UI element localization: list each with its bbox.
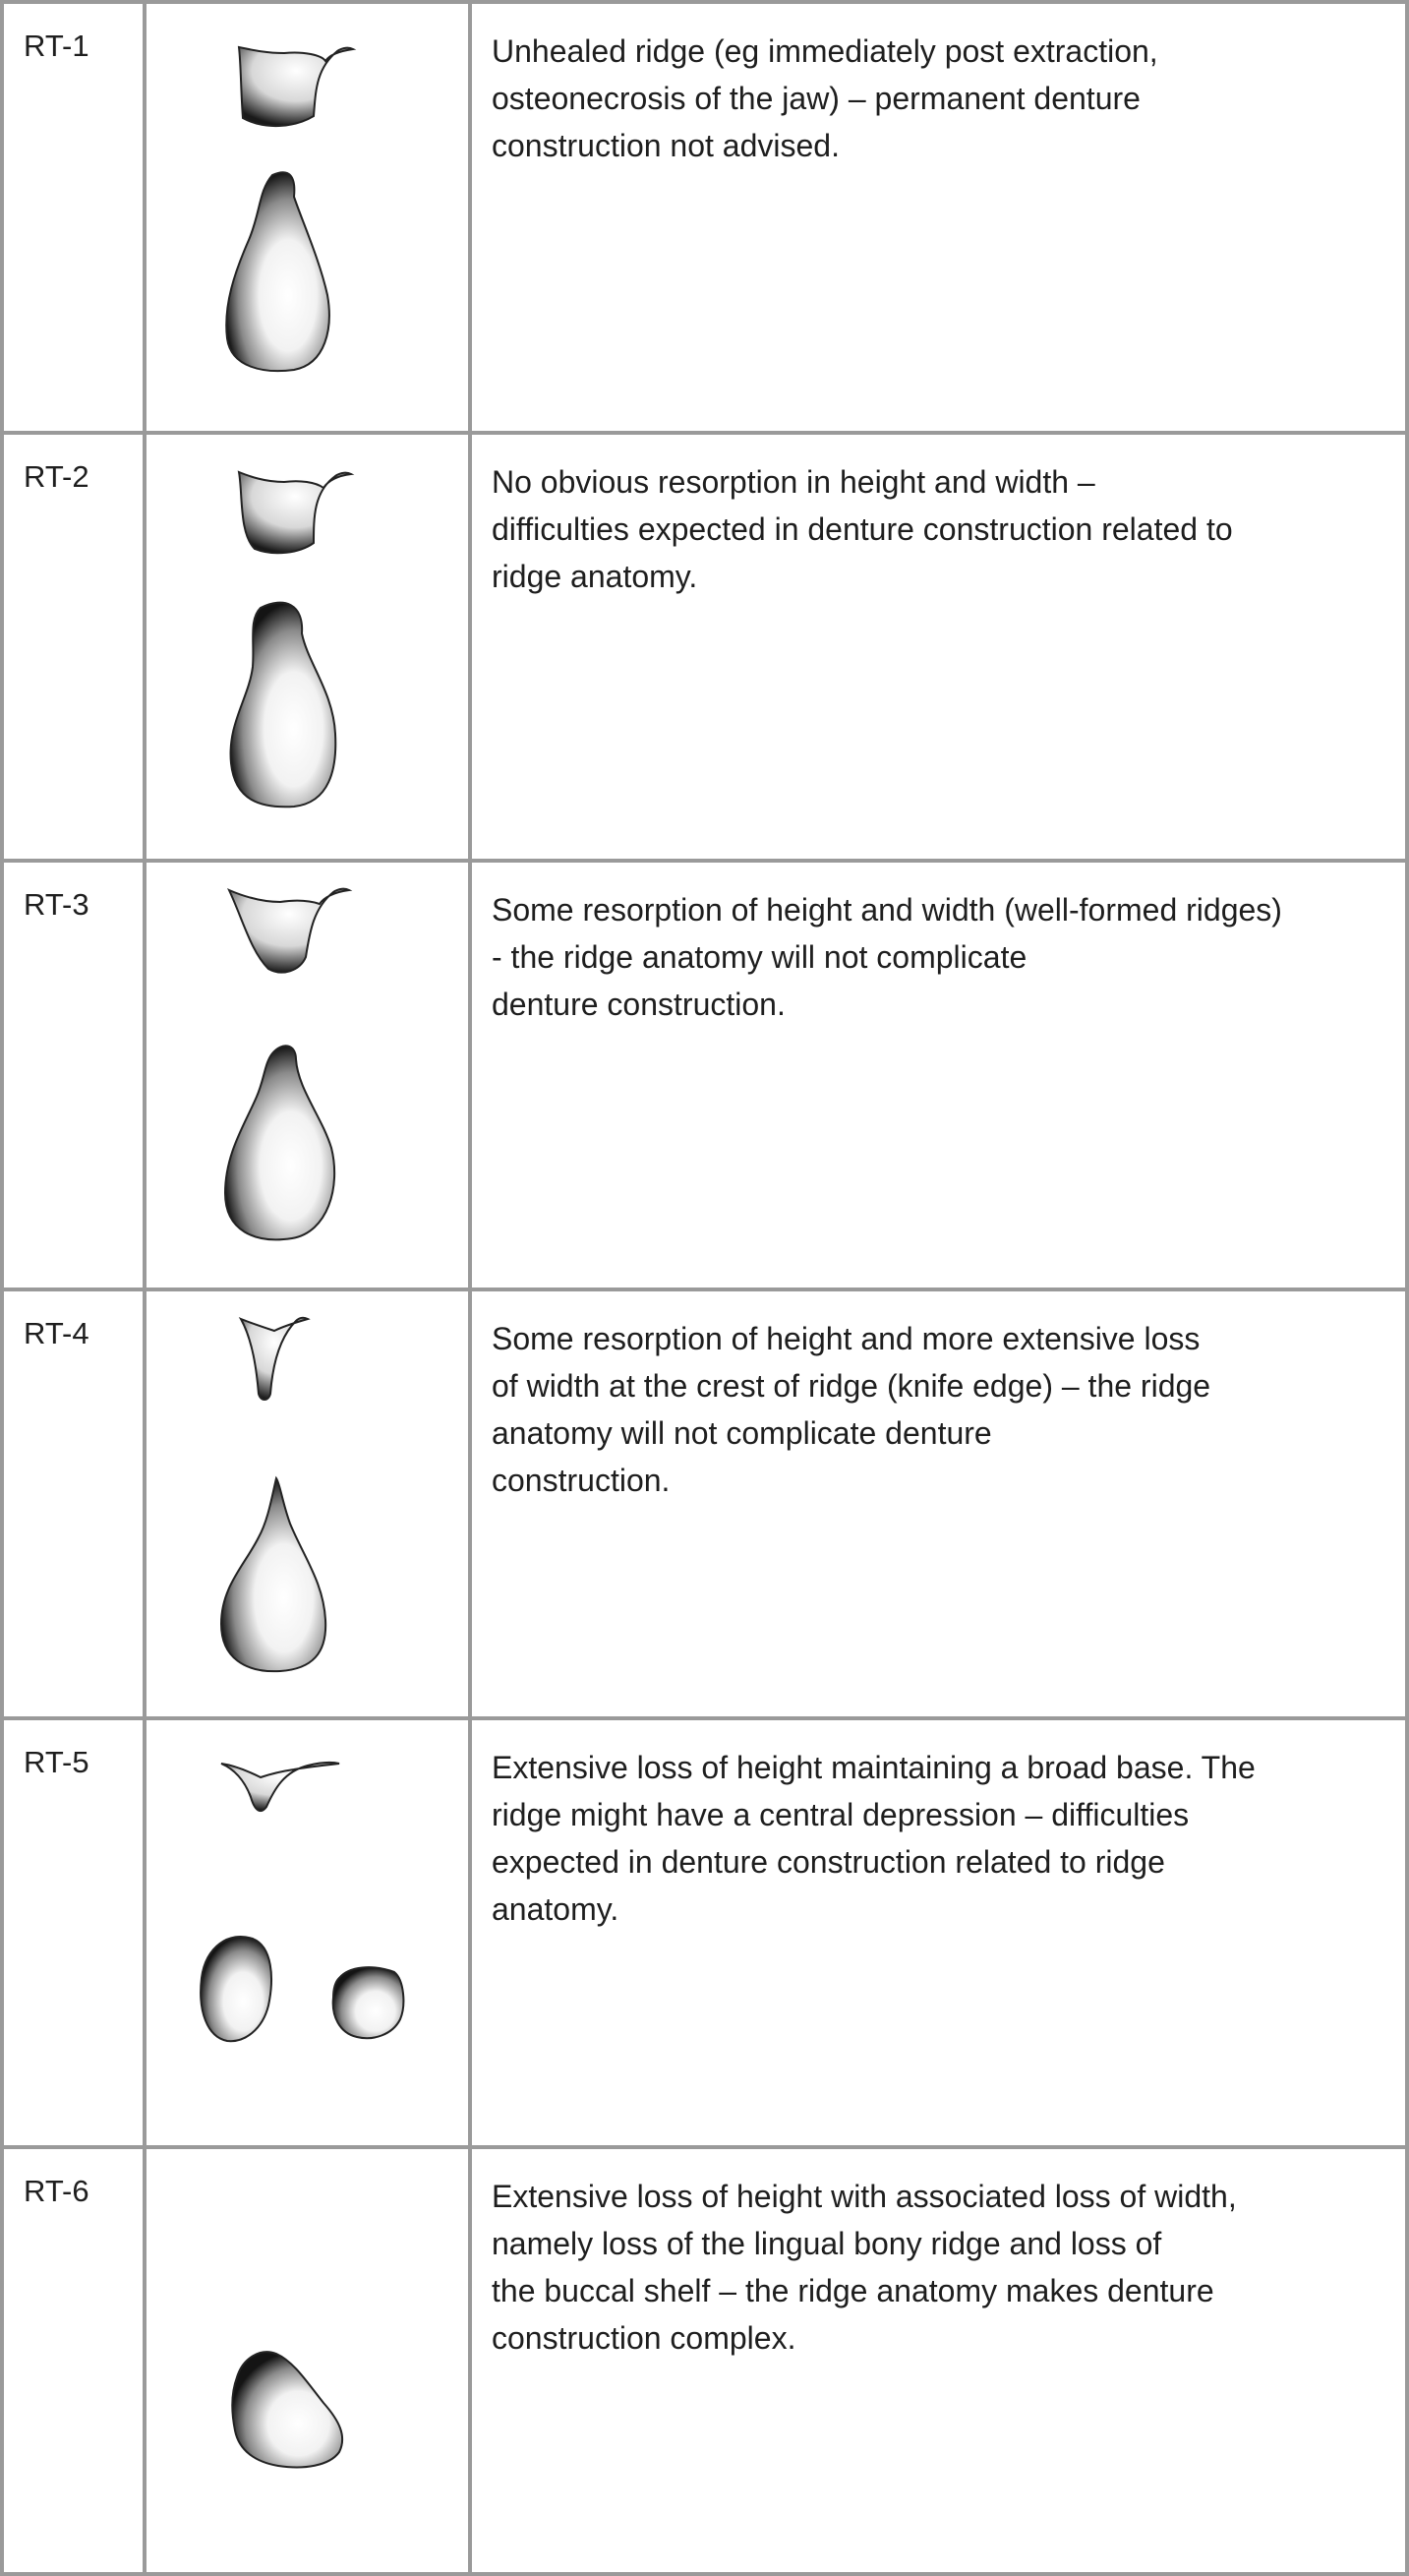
ridge-description xyxy=(472,863,1405,1288)
description-line: difficulties expected in denture construction related to xyxy=(492,511,1233,547)
ridge-illustration xyxy=(147,1720,472,2145)
ridge-illustration xyxy=(147,1291,472,1716)
table-row-rt-6 xyxy=(4,2149,1405,2576)
ridge-cross-section-drawing xyxy=(147,1720,468,2145)
lower-right-ridge-shape xyxy=(333,1967,404,2038)
description-line: Unhealed ridge (eg immediately post extraction, xyxy=(492,33,1158,69)
description-line: osteonecrosis of the jaw) – permanent denture xyxy=(492,81,1141,116)
ridge-description xyxy=(472,1291,1405,1716)
description-line: of width at the crest of ridge (knife edge) – the ridge xyxy=(492,1368,1211,1404)
ridge-code: RT-5 xyxy=(4,1720,147,2145)
ridge-description xyxy=(472,2149,1405,2576)
description-line: Extensive loss of height maintaining a broad base. The xyxy=(492,1750,1256,1785)
lower-left-ridge-shape xyxy=(201,1937,271,2041)
description-line: ridge anatomy. xyxy=(492,559,698,594)
lower-ridge-shape xyxy=(232,2352,342,2467)
ridge-code: RT-2 xyxy=(4,435,147,859)
description-line: construction. xyxy=(492,1463,671,1498)
ridge-description xyxy=(472,4,1405,431)
ridge-illustration xyxy=(147,4,472,431)
table-row-rt-1 xyxy=(4,4,1405,435)
description-line: Some resorption of height and more extensive loss xyxy=(492,1321,1201,1356)
description-line: Extensive loss of height with associated loss of width, xyxy=(492,2179,1237,2214)
table-row-rt-5 xyxy=(4,1720,1405,2149)
upper-ridge-shape xyxy=(229,889,349,973)
description-line: expected in denture construction related to ridge xyxy=(492,1844,1165,1880)
upper-ridge-shape xyxy=(239,472,351,553)
description-line: - the ridge anatomy will not complicate xyxy=(492,939,1027,975)
ridge-illustration xyxy=(147,435,472,859)
lower-ridge-shape xyxy=(221,1478,325,1671)
ridge-description xyxy=(472,435,1405,859)
lower-ridge-shape xyxy=(231,603,336,808)
description-line: No obvious resorption in height and width – xyxy=(492,464,1095,500)
description-line: namely loss of the lingual bony ridge and loss of xyxy=(492,2226,1162,2261)
lower-ridge-shape xyxy=(226,172,329,371)
description-line: the buccal shelf – the ridge anatomy makes denture xyxy=(492,2273,1214,2308)
description-line: construction complex. xyxy=(492,2320,796,2356)
table-row-rt-4 xyxy=(4,1291,1405,1720)
ridge-description xyxy=(472,1720,1405,2145)
table-row-rt-3 xyxy=(4,863,1405,1291)
ridge-code: RT-1 xyxy=(4,4,147,431)
description-line: ridge might have a central depression – difficulties xyxy=(492,1797,1190,1832)
description-line: anatomy will not complicate denture xyxy=(492,1415,992,1451)
ridge-cross-section-drawing xyxy=(147,4,468,431)
upper-ridge-shape xyxy=(241,1318,308,1400)
description-line: construction not advised. xyxy=(492,128,840,163)
description-line: anatomy. xyxy=(492,1891,619,1927)
ridge-illustration xyxy=(147,863,472,1288)
ridge-code: RT-3 xyxy=(4,863,147,1288)
ridge-cross-section-drawing xyxy=(147,2149,468,2576)
table-row-rt-2 xyxy=(4,435,1405,863)
upper-ridge-shape xyxy=(221,1763,339,1811)
ridge-code: RT-4 xyxy=(4,1291,147,1716)
description-line: denture construction. xyxy=(492,987,786,1022)
ridge-cross-section-drawing xyxy=(147,863,468,1288)
ridge-cross-section-drawing xyxy=(147,435,468,859)
ridge-cross-section-drawing xyxy=(147,1291,468,1716)
ridge-code: RT-6 xyxy=(4,2149,147,2576)
lower-ridge-shape xyxy=(225,1046,334,1239)
description-line: Some resorption of height and width (well-formed ridges) xyxy=(492,892,1282,928)
ridge-illustration xyxy=(147,2149,472,2576)
upper-ridge-shape xyxy=(239,47,353,126)
